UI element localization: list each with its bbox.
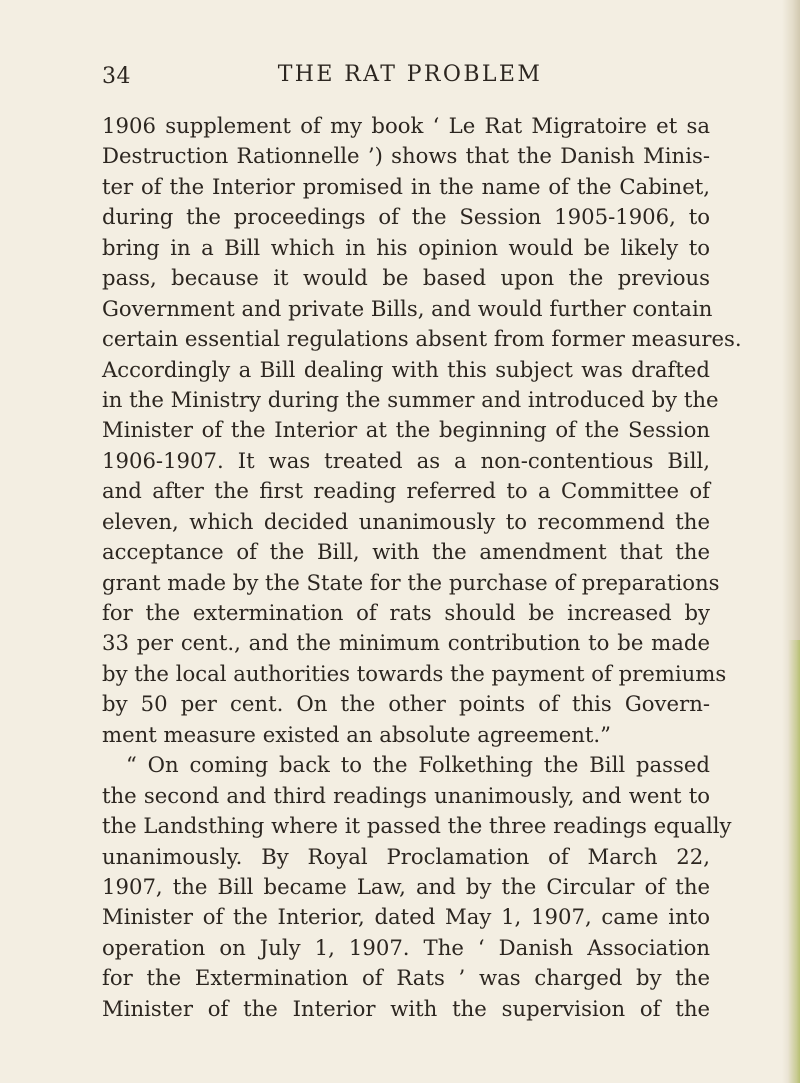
text-line: during the proceedings of the Session 1905-1906, to (102, 204, 710, 230)
text-line: Accordingly a Bill dealing with this subject was drafted (102, 356, 710, 382)
text-line: in the Ministry during the summer and introduced by the (102, 386, 719, 412)
text-line: unanimously. By Royal Proclamation of March 22, (102, 843, 710, 869)
text-line: grant made by the State for the purchase of preparations (102, 569, 720, 595)
text-line: 1906-1907. It was treated as a non-contentious Bill, (102, 447, 710, 473)
page-header (0, 60, 800, 100)
paragraph (102, 750, 732, 1024)
text-line: and after the first reading referred to a Committee of (102, 478, 710, 504)
text-line: operation on July 1, 1907. The ‘ Danish Association (102, 934, 710, 960)
text-line: Minister of the Interior at the beginning of the Session (102, 417, 710, 443)
text-line: by 50 per cent. On the other points of this Govern- (102, 691, 710, 717)
text-line: the second and third readings unanimously, and went to (102, 782, 710, 808)
text-line: ter of the Interior promised in the name of the Cabinet, (102, 173, 710, 199)
text-line: the Landsthing where it passed the three readings equally (102, 813, 732, 839)
text-line: for the extermination of rats should be increased by (102, 600, 710, 625)
text-line: ment measure existed an absolute agreement.” (102, 721, 611, 747)
text-line: Minister of the Interior with the supervision of the (102, 995, 710, 1021)
text-line: eleven, which decided unanimously to recommend the (102, 508, 710, 534)
text-line: pass, because it would be based upon the previous (102, 265, 710, 291)
text-line: 33 per cent., and the minimum contribution to be made (102, 630, 710, 656)
paragraph (102, 111, 742, 750)
text-line: by the local authorities towards the payment of premiums (102, 660, 727, 686)
text-line: acceptance of the Bill, with the amendment that the (102, 539, 710, 565)
running-title: THE RAT PROBLEM (277, 62, 543, 87)
body-text (102, 111, 742, 1024)
text-line: for the Extermination of Rats ’ was charged by the (102, 965, 710, 991)
page-number: 34 (102, 64, 131, 89)
text-line: certain essential regulations absent from former measures. (102, 326, 742, 352)
text-line: Government and private Bills, and would further contain (102, 295, 713, 321)
page-edge-stain (788, 640, 800, 1083)
text-line: Destruction Rationnelle ’) shows that the Danish Minis- (102, 143, 710, 169)
text-line: Minister of the Interior, dated May 1, 1907, came into (102, 904, 710, 930)
text-line: 1906 supplement of my book ‘ Le Rat Migratoire et sa (102, 113, 710, 138)
text-line: bring in a Bill which in his opinion would be likely to (102, 234, 710, 260)
text-line: “ On coming back to the Folkething the Bill passed (126, 752, 710, 778)
text-line: 1907, the Bill became Law, and by the Circular of the (102, 873, 710, 899)
